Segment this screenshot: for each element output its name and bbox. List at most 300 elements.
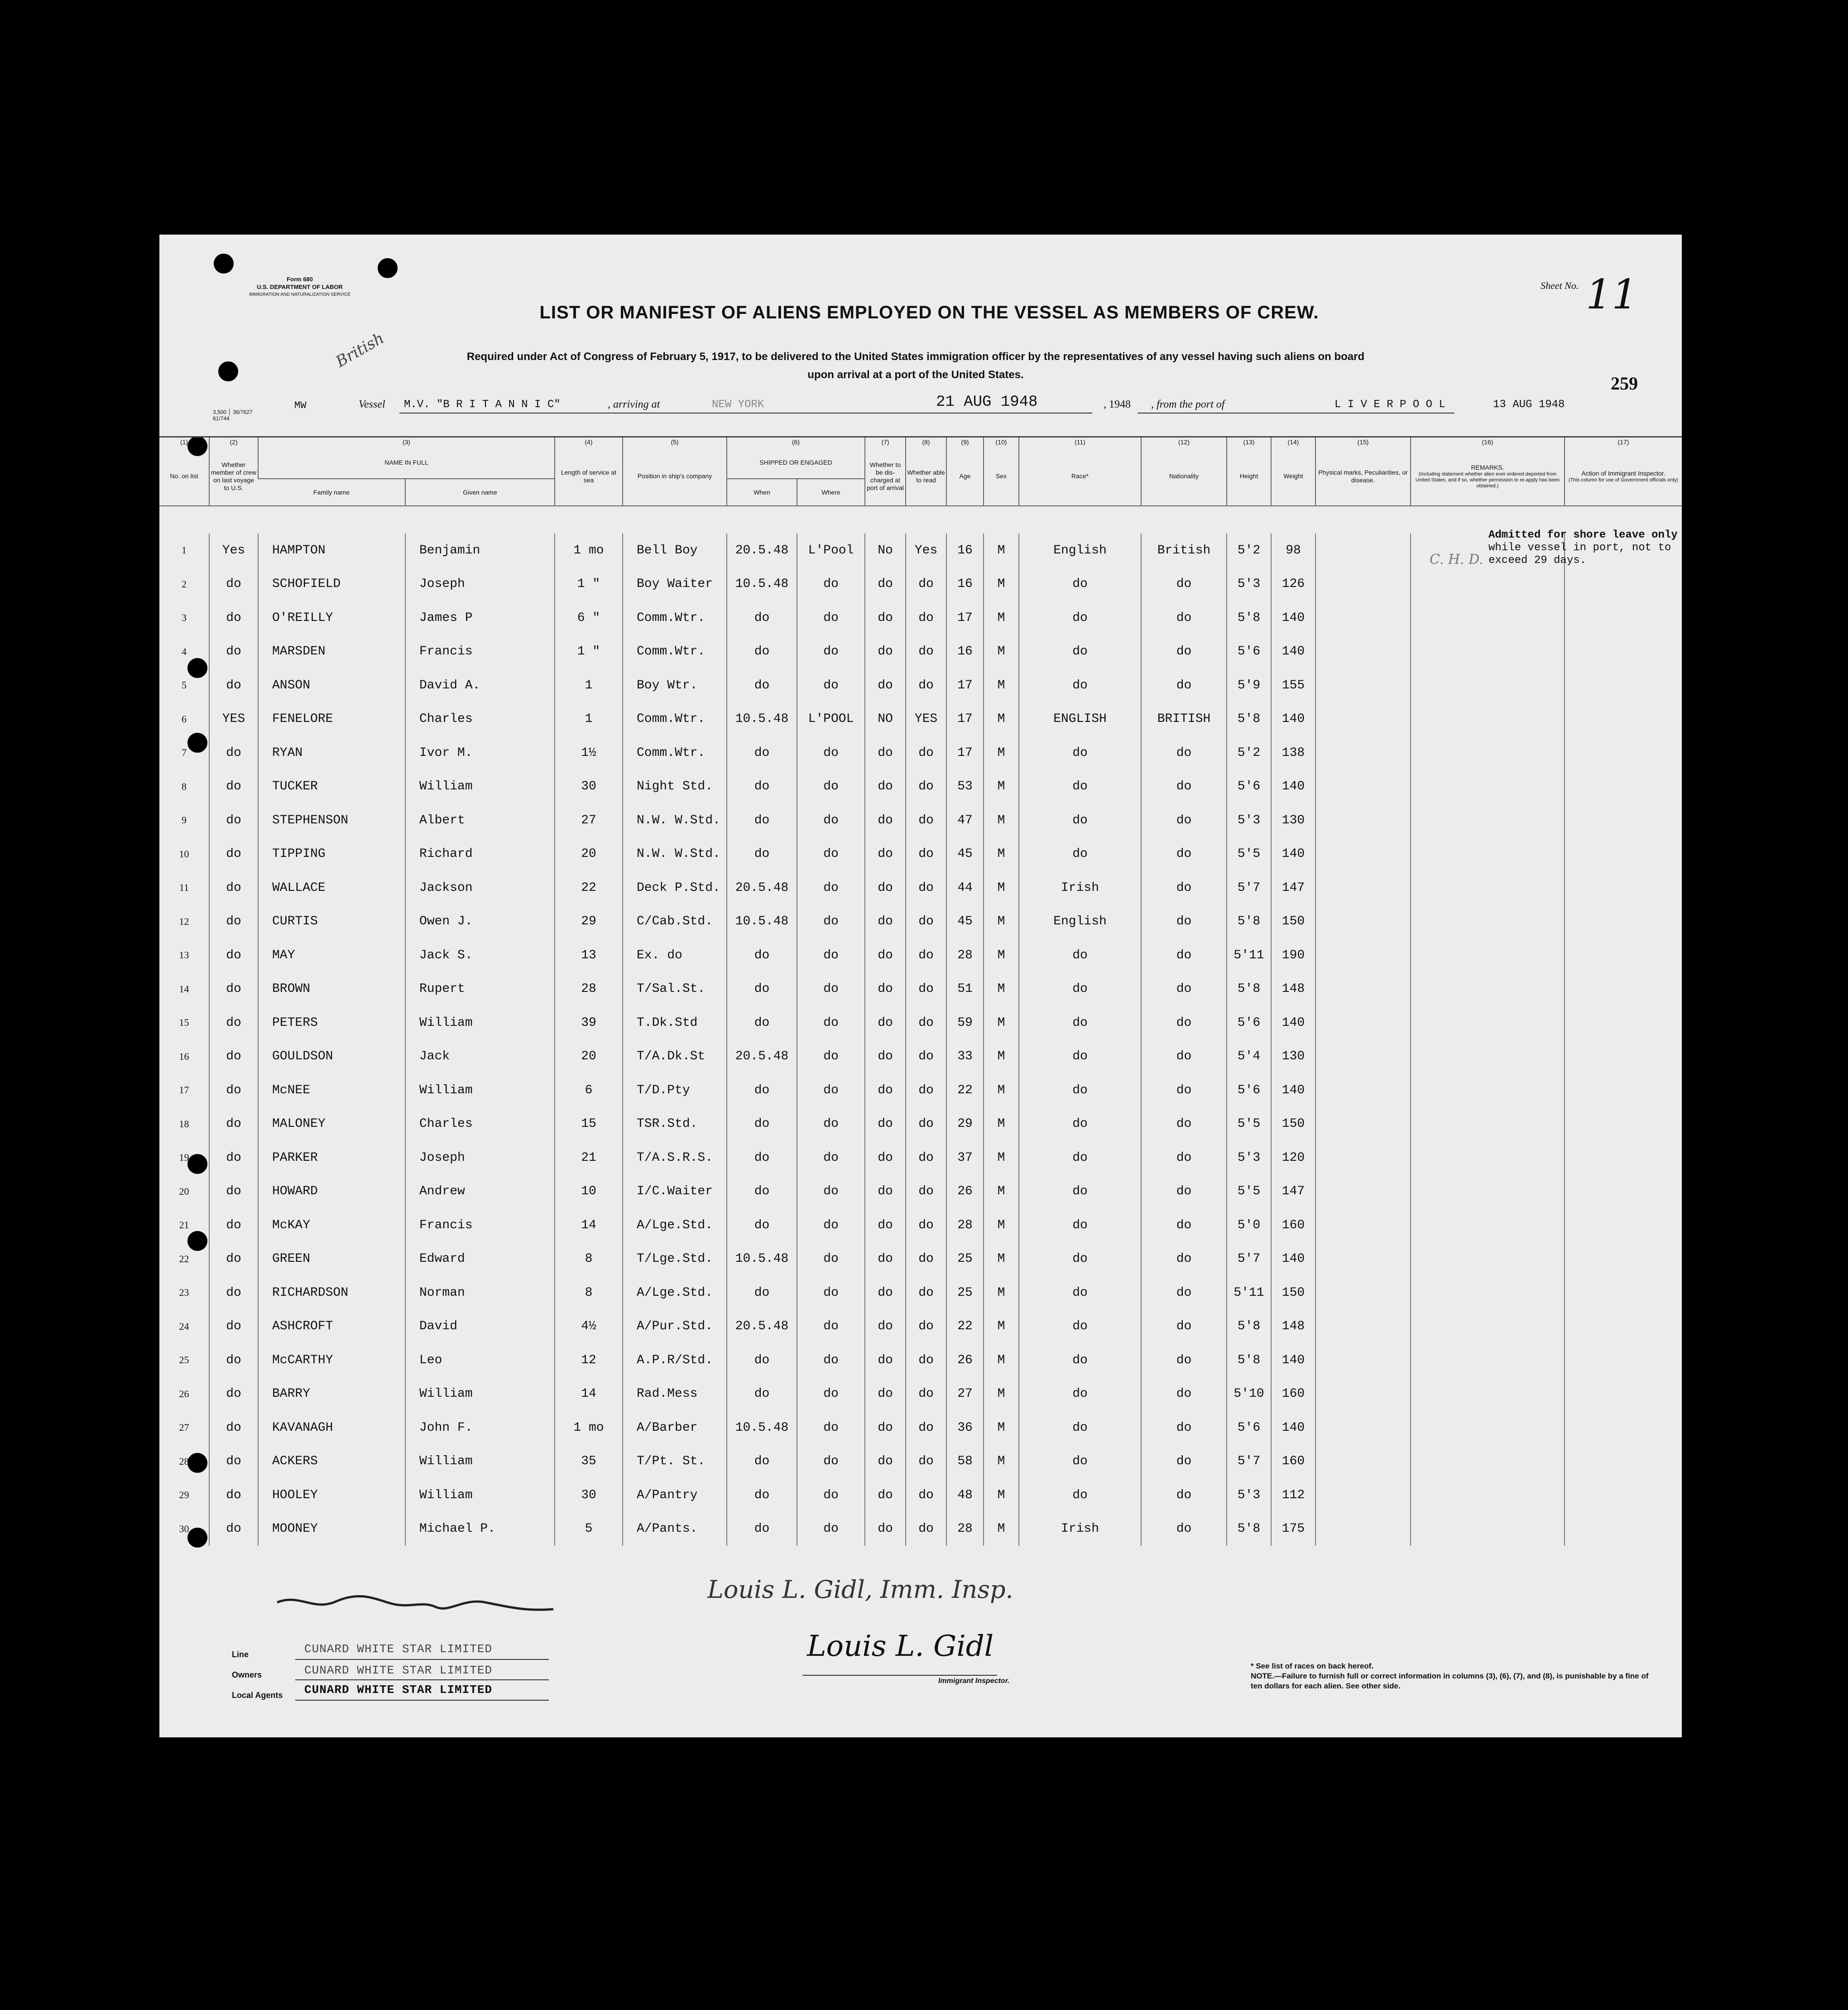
height-cell: 5'7	[1227, 1242, 1271, 1276]
nationality-cell: do	[1141, 1276, 1227, 1310]
family-name-cell: MARSDEN	[258, 635, 405, 669]
shipped-where-cell: do	[797, 1208, 865, 1242]
discharged-cell: do	[865, 871, 906, 905]
table-row	[159, 601, 1682, 635]
height-cell: 5'10	[1227, 1377, 1271, 1411]
age-cell: 47	[946, 803, 984, 837]
action-cell	[1565, 1377, 1682, 1411]
table-row	[159, 635, 1682, 669]
nationality-cell: do	[1141, 736, 1227, 770]
shipped-when-cell: do	[727, 1006, 797, 1040]
last-voyage-cell: do	[209, 1208, 258, 1242]
action-cell	[1565, 1343, 1682, 1377]
shipped-when-cell: 20.5.48	[727, 534, 797, 567]
family-name-cell: GOULDSON	[258, 1040, 405, 1074]
able-to-read-cell: do	[906, 736, 946, 770]
action-cell	[1565, 1411, 1682, 1445]
family-name-cell: FENELORE	[258, 702, 405, 736]
able-to-read-cell: do	[906, 1040, 946, 1074]
owners-value: CUNARD WHITE STAR LIMITED	[304, 1664, 493, 1677]
nationality-cell: British	[1141, 534, 1227, 567]
action-cell	[1565, 770, 1682, 804]
given-name-cell: William	[405, 1478, 555, 1512]
table-row	[159, 1512, 1682, 1546]
shipped-where-cell: do	[797, 1141, 865, 1175]
family-name-cell: TUCKER	[258, 770, 405, 804]
weight-cell: 175	[1271, 1512, 1315, 1546]
service-length-cell: 1 mo	[555, 1411, 623, 1445]
height-cell: 5'6	[1227, 1073, 1271, 1107]
able-to-read-cell: do	[906, 871, 946, 905]
col-header-no: No. on list	[159, 447, 209, 506]
physical-cell	[1315, 1377, 1411, 1411]
service-length-cell: 8	[555, 1242, 623, 1276]
physical-cell	[1315, 1411, 1411, 1445]
given-name-cell: Leo	[405, 1343, 555, 1377]
sex-cell: M	[984, 905, 1019, 939]
family-name-cell: BARRY	[258, 1377, 405, 1411]
agents-label: Local Agents	[232, 1691, 283, 1700]
shipped-when-cell: do	[727, 1208, 797, 1242]
nationality-cell: do	[1141, 938, 1227, 972]
remarks-cell	[1411, 1411, 1565, 1445]
service-length-cell: 14	[555, 1208, 623, 1242]
row-number-cell: 13	[179, 949, 189, 961]
page-title: LIST OR MANIFEST OF ALIENS EMPLOYED ON THE VESSEL AS MEMBERS OF CREW.	[539, 303, 1319, 322]
able-to-read-cell: do	[906, 1478, 946, 1512]
shipped-when-cell: do	[727, 601, 797, 635]
discharged-cell: NO	[865, 702, 906, 736]
family-name-cell: GREEN	[258, 1242, 405, 1276]
shipped-when-cell: do	[727, 1377, 797, 1411]
remarks-cell	[1411, 1377, 1565, 1411]
shipped-when-cell: do	[727, 1175, 797, 1209]
action-cell	[1565, 1310, 1682, 1344]
given-name-cell: Ivor M.	[405, 736, 555, 770]
sex-cell: M	[984, 567, 1019, 601]
vessel-line	[350, 395, 1627, 414]
position-cell: Bell Boy	[623, 534, 727, 567]
row-number-cell: 23	[179, 1287, 189, 1298]
table-row	[159, 1040, 1682, 1074]
shipped-when-cell: do	[727, 668, 797, 702]
nationality-cell: do	[1141, 871, 1227, 905]
shipped-where-cell: do	[797, 601, 865, 635]
remark-initials: C. H. D.	[1430, 552, 1483, 567]
col-header-last-voyage: Whether member of crew on last voyage to U.S.	[209, 447, 258, 506]
position-cell: A/Lge.Std.	[623, 1276, 727, 1310]
row-number-cell: 9	[182, 814, 187, 826]
last-voyage-cell: do	[209, 635, 258, 669]
position-cell: Comm.Wtr.	[623, 702, 727, 736]
col-num: (13)	[1227, 437, 1271, 447]
shipped-where-cell: do	[797, 938, 865, 972]
sex-cell: M	[984, 1411, 1019, 1445]
physical-cell	[1315, 736, 1411, 770]
remarks-cell	[1411, 938, 1565, 972]
height-cell: 5'5	[1227, 837, 1271, 871]
age-cell: 16	[946, 567, 984, 601]
able-to-read-cell: do	[906, 635, 946, 669]
sex-cell: M	[984, 1242, 1019, 1276]
position-cell: Deck P.Std.	[623, 871, 727, 905]
age-cell: 59	[946, 1006, 984, 1040]
col-header-age: Age	[946, 447, 984, 506]
age-cell: 22	[946, 1073, 984, 1107]
remarks-cell	[1411, 1445, 1565, 1479]
action-cell	[1565, 1040, 1682, 1074]
last-voyage-cell: do	[209, 1377, 258, 1411]
row-number-cell: 1	[182, 544, 187, 556]
able-to-read-cell: do	[906, 1175, 946, 1209]
row-number-cell: 17	[179, 1084, 189, 1096]
table-row	[159, 1478, 1682, 1512]
shipped-when-cell: do	[727, 803, 797, 837]
nationality-cell: do	[1141, 1073, 1227, 1107]
given-name-cell: David	[405, 1310, 555, 1344]
row-number-cell: 15	[179, 1017, 189, 1029]
weight-cell: 140	[1271, 1006, 1315, 1040]
shipped-where-cell: do	[797, 1343, 865, 1377]
owners-underline	[295, 1679, 549, 1680]
last-voyage-cell: do	[209, 668, 258, 702]
physical-cell	[1315, 972, 1411, 1006]
requirement-line-1: Required under Act of Congress of February 5, 1917, to be delivered to the United States immigration officer by the representatives of any vessel having such aliens on board	[466, 351, 1365, 363]
sex-cell: M	[984, 1208, 1019, 1242]
discharged-cell: do	[865, 1073, 906, 1107]
remarks-cell	[1411, 837, 1565, 871]
service-length-cell: 15	[555, 1107, 623, 1141]
form-number: Form 680	[287, 276, 313, 283]
position-cell: Boy Waiter	[623, 567, 727, 601]
table-row	[159, 1310, 1682, 1344]
weight-cell: 150	[1271, 1276, 1315, 1310]
fine-note: NOTE.—Failure to furnish full or correct information in columns (3), (6), (7), and (8), is punishable by a fine of ten dollars for each alien. See other side.	[1251, 1672, 1649, 1690]
discharged-cell: do	[865, 736, 906, 770]
remark-line-3: exceed 29 days.	[1488, 554, 1587, 567]
requirement-text	[350, 348, 1482, 384]
table-row	[159, 1411, 1682, 1445]
shipped-when-cell: do	[727, 1478, 797, 1512]
last-voyage-cell: do	[209, 1343, 258, 1377]
shipped-where-cell: do	[797, 567, 865, 601]
given-name-cell: Rupert	[405, 972, 555, 1006]
family-name-cell: McCARTHY	[258, 1343, 405, 1377]
arriving-label: , arriving at	[608, 399, 660, 410]
last-voyage-cell: do	[209, 1445, 258, 1479]
shipped-where-cell: do	[797, 1512, 865, 1546]
age-cell: 45	[946, 837, 984, 871]
height-cell: 5'5	[1227, 1175, 1271, 1209]
last-voyage-cell: do	[209, 1040, 258, 1074]
family-name-cell: RYAN	[258, 736, 405, 770]
service-length-cell: 39	[555, 1006, 623, 1040]
last-voyage-cell: do	[209, 905, 258, 939]
action-cell	[1565, 1208, 1682, 1242]
shipped-where-cell: do	[797, 1073, 865, 1107]
given-name-cell: Edward	[405, 1242, 555, 1276]
given-name-cell: Albert	[405, 803, 555, 837]
weight-cell: 150	[1271, 1107, 1315, 1141]
action-cell	[1565, 837, 1682, 871]
given-name-cell: William	[405, 1073, 555, 1107]
age-cell: 25	[946, 1276, 984, 1310]
requirement-line-2: upon arrival at a port of the United States.	[807, 369, 1024, 381]
remarks-cell	[1411, 871, 1565, 905]
nationality-cell: do	[1141, 1478, 1227, 1512]
col-header-read: Whether able to read	[906, 447, 946, 506]
height-cell: 5'7	[1227, 871, 1271, 905]
discharged-cell: do	[865, 972, 906, 1006]
weight-cell: 190	[1271, 938, 1315, 972]
sex-cell: M	[984, 534, 1019, 567]
race-cell: do	[1019, 601, 1141, 635]
discharged-cell: do	[865, 635, 906, 669]
able-to-read-cell: do	[906, 1411, 946, 1445]
row-number-cell: 16	[179, 1050, 189, 1062]
table-row	[159, 972, 1682, 1006]
sex-cell: M	[984, 1276, 1019, 1310]
position-cell: T/A.S.R.S.	[623, 1141, 727, 1175]
col-num: (3)	[258, 437, 555, 447]
able-to-read-cell: YES	[906, 702, 946, 736]
last-voyage-cell: do	[209, 938, 258, 972]
height-cell: 5'11	[1227, 938, 1271, 972]
physical-cell	[1315, 871, 1411, 905]
able-to-read-cell: do	[906, 972, 946, 1006]
position-cell: N.W. W.Std.	[623, 837, 727, 871]
height-cell: 5'7	[1227, 1445, 1271, 1479]
position-cell: A/Barber	[623, 1411, 727, 1445]
weight-cell: 140	[1271, 702, 1315, 736]
sex-cell: M	[984, 972, 1019, 1006]
given-name-cell: William	[405, 1006, 555, 1040]
remarks-cell	[1411, 736, 1565, 770]
age-cell: 17	[946, 668, 984, 702]
nationality-cell: do	[1141, 1512, 1227, 1546]
service-length-cell: 20	[555, 1040, 623, 1074]
action-cell	[1565, 1073, 1682, 1107]
nationality-cell: do	[1141, 1006, 1227, 1040]
family-name-cell: HOOLEY	[258, 1478, 405, 1512]
row-number-cell: 3	[182, 612, 187, 624]
action-cell	[1565, 1141, 1682, 1175]
discharged-cell: do	[865, 1310, 906, 1344]
weight-cell: 140	[1271, 1073, 1315, 1107]
able-to-read-cell: do	[906, 938, 946, 972]
service-length-cell: 20	[555, 837, 623, 871]
last-voyage-cell: do	[209, 770, 258, 804]
age-cell: 16	[946, 534, 984, 567]
family-name-cell: PETERS	[258, 1006, 405, 1040]
nationality-cell: do	[1141, 1343, 1227, 1377]
age-cell: 28	[946, 1512, 984, 1546]
nationality-cell: do	[1141, 1377, 1227, 1411]
height-cell: 5'6	[1227, 1006, 1271, 1040]
weight-cell: 140	[1271, 1242, 1315, 1276]
vessel-prefix: MW	[294, 400, 307, 411]
age-cell: 51	[946, 972, 984, 1006]
age-cell: 29	[946, 1107, 984, 1141]
given-name-cell: Joseph	[405, 567, 555, 601]
sex-cell: M	[984, 1073, 1019, 1107]
shipped-when-cell: 10.5.48	[727, 905, 797, 939]
weight-cell: 130	[1271, 1040, 1315, 1074]
nationality-cell: do	[1141, 972, 1227, 1006]
sex-cell: M	[984, 1377, 1019, 1411]
table-row	[159, 1276, 1682, 1310]
action-cell	[1565, 972, 1682, 1006]
col-header-action	[1565, 447, 1682, 506]
height-cell: 5'4	[1227, 1040, 1271, 1074]
discharged-cell: do	[865, 1040, 906, 1074]
physical-cell	[1315, 803, 1411, 837]
physical-cell	[1315, 1040, 1411, 1074]
sex-cell: M	[984, 1512, 1019, 1546]
action-cell	[1565, 1445, 1682, 1479]
shipped-where-cell: do	[797, 1377, 865, 1411]
discharged-cell: do	[865, 1242, 906, 1276]
row-number-cell: 10	[179, 848, 189, 860]
able-to-read-cell: do	[906, 837, 946, 871]
race-note: * See list of races on back hereof.	[1251, 1662, 1374, 1670]
shipped-where-cell: do	[797, 1242, 865, 1276]
spacer-row	[159, 506, 1682, 534]
table-row	[159, 1107, 1682, 1141]
given-name-cell: William	[405, 1445, 555, 1479]
row-number-cell: 22	[179, 1253, 189, 1265]
remarks-cell	[1411, 1208, 1565, 1242]
year-label: , 1948	[1104, 399, 1131, 410]
shipped-when-cell: do	[727, 1276, 797, 1310]
physical-cell	[1315, 635, 1411, 669]
col-num: (7)	[865, 437, 906, 447]
race-cell: do	[1019, 567, 1141, 601]
table-row	[159, 905, 1682, 939]
able-to-read-cell: do	[906, 1445, 946, 1479]
table-body	[159, 534, 1682, 1546]
given-name-cell: William	[405, 1377, 555, 1411]
discharged-cell: do	[865, 1208, 906, 1242]
service-length-cell: 27	[555, 803, 623, 837]
col-num: (15)	[1315, 437, 1411, 447]
race-cell: English	[1019, 905, 1141, 939]
action-title: Action of Immigrant Inspector.	[1581, 469, 1666, 477]
shipped-when-cell: do	[727, 1512, 797, 1546]
row-number-cell: 27	[179, 1422, 189, 1433]
height-cell: 5'6	[1227, 635, 1271, 669]
col-header-height: Height	[1227, 447, 1271, 506]
given-name-cell: Jackson	[405, 871, 555, 905]
shipped-when-cell: do	[727, 770, 797, 804]
discharged-cell: do	[865, 803, 906, 837]
nationality-cell: do	[1141, 601, 1227, 635]
remarks-cell	[1411, 1478, 1565, 1512]
weight-cell: 150	[1271, 905, 1315, 939]
height-cell: 5'3	[1227, 567, 1271, 601]
service-length-cell: 1 mo	[555, 534, 623, 567]
shipped-where-cell: do	[797, 1478, 865, 1512]
nationality-cell: do	[1141, 1445, 1227, 1479]
last-voyage-cell: do	[209, 1512, 258, 1546]
weight-cell: 120	[1271, 1141, 1315, 1175]
family-name-cell: RICHARDSON	[258, 1276, 405, 1310]
service-length-cell: 1	[555, 668, 623, 702]
discharged-cell: do	[865, 1343, 906, 1377]
age-cell: 26	[946, 1175, 984, 1209]
position-cell: A/Lge.Std.	[623, 1208, 727, 1242]
service-length-cell: 30	[555, 770, 623, 804]
service-length-cell: 6	[555, 1073, 623, 1107]
service-length-cell: 1 "	[555, 567, 623, 601]
row-number-cell: 18	[179, 1118, 189, 1130]
remarks-cell	[1411, 601, 1565, 635]
nationality-cell: do	[1141, 1310, 1227, 1344]
race-cell: do	[1019, 1107, 1141, 1141]
given-name-cell: Norman	[405, 1276, 555, 1310]
height-cell: 5'8	[1227, 601, 1271, 635]
given-name-cell: Francis	[405, 1208, 555, 1242]
service-length-cell: 1	[555, 702, 623, 736]
shipped-when-cell: 20.5.48	[727, 1040, 797, 1074]
last-voyage-cell: do	[209, 567, 258, 601]
last-voyage-cell: do	[209, 871, 258, 905]
col-num: (10)	[984, 437, 1019, 447]
service-length-cell: 4½	[555, 1310, 623, 1344]
age-cell: 58	[946, 1445, 984, 1479]
position-cell: N.W. W.Std.	[623, 803, 727, 837]
table-row	[159, 770, 1682, 804]
table-row	[159, 1208, 1682, 1242]
physical-cell	[1315, 1310, 1411, 1344]
nationality-cell: do	[1141, 1107, 1227, 1141]
col-num: (9)	[946, 437, 984, 447]
height-cell: 5'3	[1227, 1478, 1271, 1512]
height-cell: 5'3	[1227, 1141, 1271, 1175]
physical-cell	[1315, 770, 1411, 804]
column-header-row	[159, 447, 1682, 479]
race-cell: do	[1019, 803, 1141, 837]
able-to-read-cell: do	[906, 1107, 946, 1141]
shipped-where-cell: do	[797, 1175, 865, 1209]
shipped-where-cell: do	[797, 770, 865, 804]
physical-cell	[1315, 1073, 1411, 1107]
height-cell: 5'0	[1227, 1208, 1271, 1242]
remarks-cell	[1411, 1107, 1565, 1141]
position-cell: T/A.Dk.St	[623, 1040, 727, 1074]
discharged-cell: do	[865, 1107, 906, 1141]
nationality-cell: do	[1141, 905, 1227, 939]
table-row	[159, 1343, 1682, 1377]
given-name-cell: Richard	[405, 837, 555, 871]
family-name-cell: ANSON	[258, 668, 405, 702]
shipped-where-cell: L'POOL	[797, 702, 865, 736]
shipped-when-cell: do	[727, 736, 797, 770]
given-name-cell: Joseph	[405, 1141, 555, 1175]
physical-cell	[1315, 567, 1411, 601]
shipped-when-cell: do	[727, 837, 797, 871]
service-length-cell: 10	[555, 1175, 623, 1209]
table-row	[159, 1377, 1682, 1411]
col-header-given-name: Given name	[405, 479, 555, 506]
footer-notes	[1251, 1661, 1658, 1691]
shipped-when-cell: 10.5.48	[727, 702, 797, 736]
service-length-cell: 30	[555, 1478, 623, 1512]
position-cell: C/Cab.Std.	[623, 905, 727, 939]
position-cell: Rad.Mess	[623, 1377, 727, 1411]
position-cell: T/Sal.St.	[623, 972, 727, 1006]
race-cell: do	[1019, 770, 1141, 804]
